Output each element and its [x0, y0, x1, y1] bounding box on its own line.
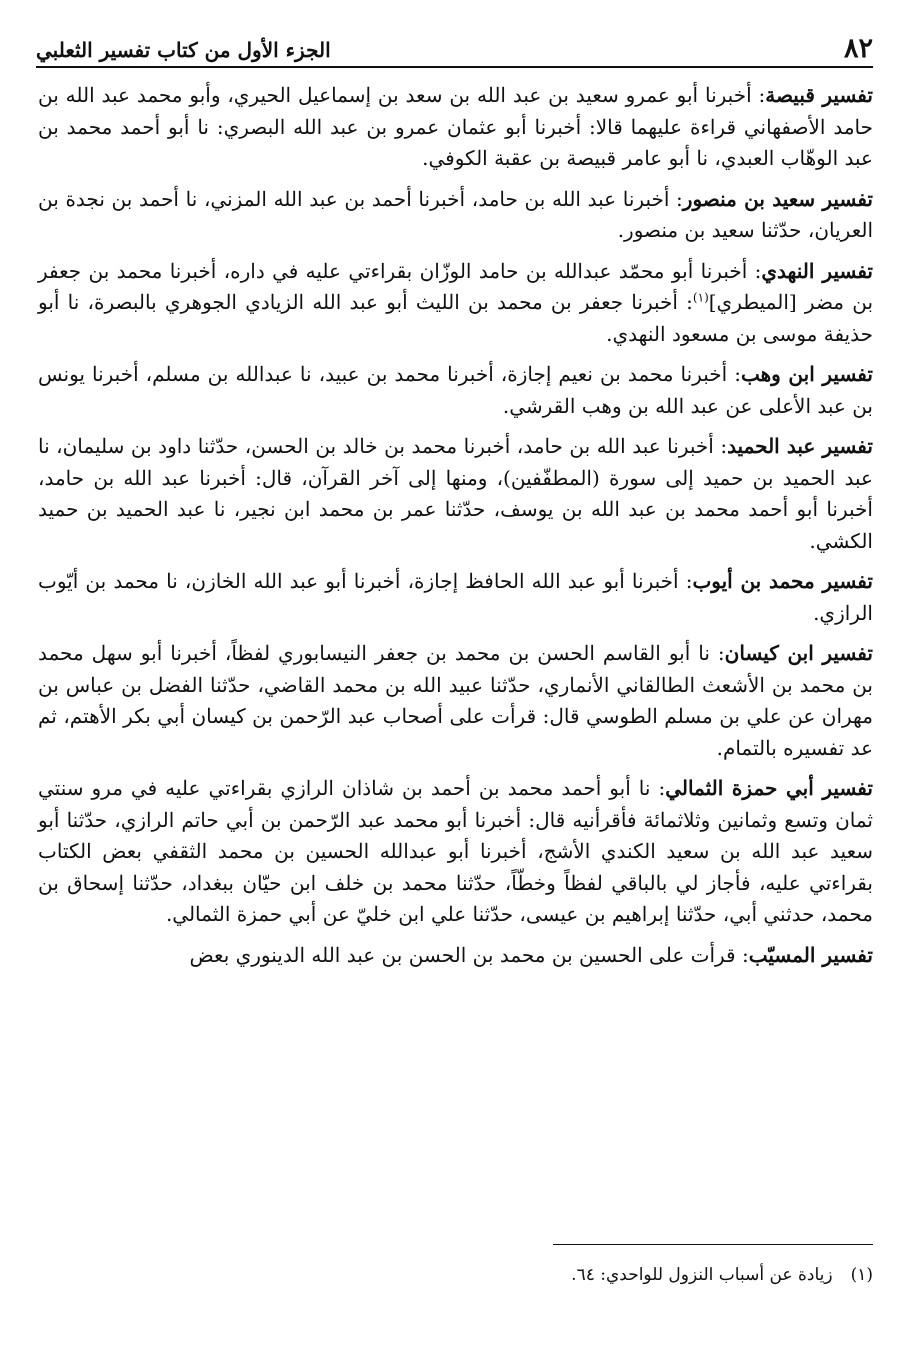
page-header: [36, 30, 873, 68]
entry-text: : أخبرنا محمد بن نعيم إجازة، أخبرنا محمد بن عبيد، نا عبدالله بن مسلم، أخبرنا يونس بن عبد الأعلى عن عبد الله بن وهب القرشي.: [38, 362, 873, 418]
entry-ibn-kaysan: [38, 638, 873, 764]
entry-muhammad-bin-ayyub: [38, 566, 873, 629]
entry-said-bin-mansur: [38, 184, 873, 247]
entry-heading: تفسير ابن كيسان: [724, 641, 873, 665]
entry-heading: تفسير قبيصة: [765, 83, 873, 107]
page-number: ٨٢: [843, 33, 873, 64]
entry-musayyab: [38, 940, 873, 972]
footnote-text: زيادة عن أسباب النزول للواحدي: ٦٤.: [571, 1265, 833, 1285]
entry-heading: تفسير سعيد بن منصور: [682, 186, 873, 211]
entry-heading: تفسير النهدي: [761, 258, 873, 283]
entry-text: : أخبرنا عبد الله بن حامد، أخبرنا محمد بن خالد بن الحسن، حدّثنا داود بن سليمان، نا عبد الحميد بن حميد إلى سورة (المطفّفين)، ومنها إلى آخر القرآن، قال: أخبرنا عبد الله بن حامد، أخبرنا أبو أحمد محمد بن عبد الله بن يوسف، حدّثنا عمر بن محمد ابن نجير، نا عبد الحميد بن حميد الكشي.: [38, 434, 873, 553]
running-title: الجزء الأول من كتاب تفسير الثعلبي: [36, 38, 331, 62]
footnote-number: (١): [850, 1265, 873, 1285]
entry-text: : نا أبو القاسم الحسن بن محمد بن جعفر النيسابوري لفظاً، أخبرنا أبو سهل محمد بن محمد بن الأشعث الطالقاني الأنماري، حدّثنا عبيد الله بن محمد القاضي، حدّثنا الفضل بن عباس بن مهران عن علي بن مسلم الطوسي قال: قرأت على أصحاب عبد الرّحمن بن كيسان أبي بكر الأهتم، ثم عد تفسيره بالتمام.: [38, 641, 873, 760]
entry-text: : نا أبو أحمد محمد بن أحمد بن شاذان الرازي بقراءتي عليه في مرو سنتي ثمان وتسع وثمانين وثلاثمائة فأقرأنيه قال: أخبرنا أبو محمد عبد الرّحمن بن أبي حاتم الرازي، حدّثنا أبو سعيد عبد الله بن سعيد الكندي الأشج، أخبرنا أبو عبدالله الحسين بن محمد الثقفي بعض الكتاب بقراءتي عليه، فأجاز لي بالباقي لفظاً وخطّاً، حدّثنا محمد بن خلف ابن حيّان ببغداد، حدّثنا إسحاق بن محمد، حدثني أبي، حدّثنا إبراهيم بن عيسى، حدّثنا علي ابن خليّ عن أبي حمزة الثمالي.: [38, 776, 873, 926]
entry-abu-hamza: [38, 773, 873, 931]
entry-text-continued: : أخبرنا جعفر بن محمد بن الليث أبو عبد الله الزيادي الجوهري بالبصرة، نا أبو حذيفة موسى بن مسعود النهدي.: [38, 290, 873, 346]
entry-qabisa: [38, 80, 873, 175]
entry-ibn-wahb: [38, 359, 873, 422]
entry-heading: تفسير المسيّب: [748, 942, 873, 967]
entry-text: : قرأت على الحسين بن محمد بن الحسن بن عبد الله الدينوري بعض: [189, 942, 749, 967]
entry-heading: تفسير محمد بن أيوب: [692, 569, 873, 593]
entry-abd-al-hamid: [38, 431, 873, 557]
footnote-reference: (١): [692, 290, 709, 305]
entry-text: : أخبرنا أبو عبد الله الحافظ إجازة، أخبرنا أبو عبد الله الخازن، نا محمد بن أيّوب الرازي.: [38, 569, 873, 625]
entry-text: : أخبرنا أبو عمرو سعيد بن عبد الله بن سعد بن إسماعيل الحيري، وأبو محمد عبد الله بن حامد الأصفهاني قراءة عليهما قالا: أخبرنا أبو عثمان عمرو بن عبد الله البصري: نا أبو أحمد محمد بن عبد الوهّاب العبدي، نا أبو عامر قبيصة بن عقبة الكوفي.: [38, 83, 873, 170]
entry-heading: تفسير أبي حمزة الثمالي: [665, 776, 873, 800]
entry-text: : أخبرنا أبو محمّد عبدالله بن حامد الوزّان بقراءتي عليه في داره، أخبرنا محمد بن جعفر بن مضر [الميطري]: [38, 258, 874, 314]
entry-text: : أخبرنا عبد الله بن حامد، أخبرنا أحمد بن عبد الله المزني، نا أحمد بن نجدة بن العريان، حدّثنا سعيد بن منصور.: [38, 186, 873, 242]
entry-heading: تفسير ابن وهب: [740, 362, 873, 386]
footnote: [38, 1262, 873, 1288]
entry-heading: تفسير عبد الحميد: [727, 434, 873, 458]
footnote-divider: [553, 1244, 873, 1245]
page-body: [38, 80, 873, 980]
entry-nahdi: [38, 256, 873, 351]
